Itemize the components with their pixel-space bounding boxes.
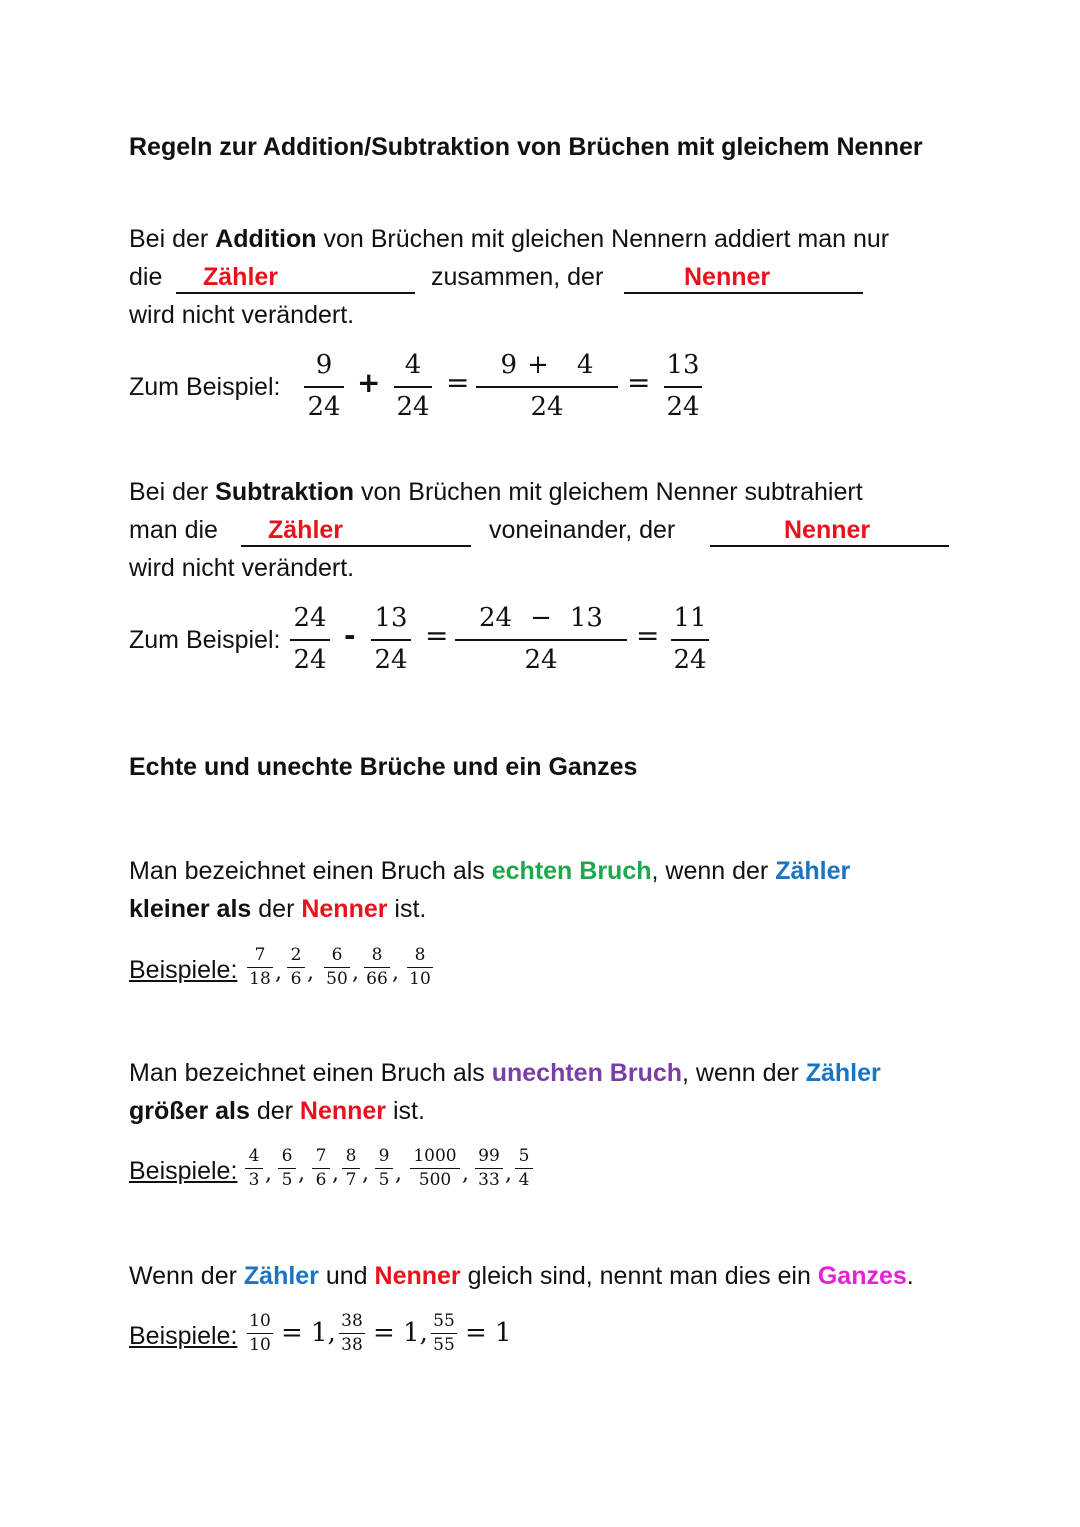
fraction-bar <box>476 386 618 388</box>
separator: , <box>352 960 359 985</box>
denominator: 6 <box>290 969 302 989</box>
denominator: 24 <box>673 645 707 675</box>
separator: , <box>395 1161 402 1186</box>
denominator: 55 <box>433 1335 455 1355</box>
numerator: 2 <box>290 945 302 965</box>
numerator: 9 <box>378 1146 390 1166</box>
term-zaehler: Zähler <box>775 857 851 885</box>
section-heading-addition-subtraction: Regeln zur Addition/Subtraktion von Brüchen mit gleichem Nenner <box>129 133 923 161</box>
numerator <box>476 348 618 382</box>
numerator: 24 <box>293 603 327 633</box>
subtraction-line-2-start: man die <box>129 516 218 544</box>
proper-line-1 <box>129 852 850 890</box>
fraction <box>431 1311 457 1355</box>
fraction <box>304 348 344 424</box>
fraction-bar <box>394 386 432 388</box>
fraction <box>245 1146 263 1190</box>
fraction <box>247 1311 273 1355</box>
equals-sign: = <box>627 366 651 399</box>
numerator: 13 <box>374 603 408 633</box>
fraction-bar <box>339 1333 365 1334</box>
section-heading-proper-improper: Echte und unechte Brüche und ein Ganzes <box>129 753 638 781</box>
denominator: 66 <box>366 969 388 989</box>
fraction-bar <box>371 639 411 641</box>
equals-sign: = <box>636 619 660 652</box>
text: von Brüchen mit gleichen Nennern addiert man nur <box>316 225 890 253</box>
fraction <box>364 945 390 989</box>
text: der <box>251 895 302 923</box>
fraction <box>312 1146 330 1190</box>
denominator: 24 <box>293 645 327 675</box>
addition-line-3: wird nicht verändert. <box>129 301 355 329</box>
fraction <box>664 348 702 424</box>
text: . <box>906 1262 914 1290</box>
improper-line-1 <box>129 1054 881 1092</box>
separator: , <box>362 1161 369 1186</box>
fraction-bar <box>375 1168 393 1169</box>
term: 24 <box>479 603 513 633</box>
examples-label: Beispiele: <box>129 956 238 984</box>
text: von Brüchen mit gleichem Nenner subtrahiert <box>354 478 863 506</box>
fraction-bar <box>410 1168 460 1169</box>
subtraction-blank-numerator <box>241 516 471 547</box>
numerator: 99 <box>478 1146 500 1166</box>
addition-line-2-mid: zusammen, der <box>431 263 604 291</box>
answer-nenner: Nenner <box>784 516 871 544</box>
separator: , <box>332 1161 339 1186</box>
fraction-bar <box>287 967 305 968</box>
fraction <box>394 348 432 424</box>
fraction-bar <box>515 1168 533 1169</box>
addition-line-1 <box>129 220 889 258</box>
numerator: 10 <box>249 1311 271 1331</box>
term-zaehler: Zähler <box>243 1262 319 1290</box>
numerator: 8 <box>345 1146 357 1166</box>
fraction <box>339 1311 365 1355</box>
term-zaehler: Zähler <box>805 1059 881 1087</box>
addition-blank-denominator <box>624 263 863 294</box>
fraction <box>475 1146 503 1190</box>
text: der <box>249 1097 300 1125</box>
answer-nenner: Nenner <box>684 263 771 291</box>
denominator: 3 <box>248 1170 260 1190</box>
numerator: 7 <box>254 945 266 965</box>
term: 13 <box>569 603 603 633</box>
numerator: 38 <box>341 1311 363 1331</box>
fraction <box>375 1146 393 1190</box>
fraction-bar <box>290 639 330 641</box>
fraction <box>247 945 273 989</box>
fraction-bar <box>312 1168 330 1169</box>
denominator: 24 <box>396 392 430 422</box>
fraction-bar <box>247 967 273 968</box>
term-nenner: Nenner <box>299 1097 387 1125</box>
plus-sign: + <box>527 350 549 380</box>
term-nenner: Nenner <box>374 1262 461 1290</box>
text: Man bezeichnet einen Bruch als <box>129 857 492 885</box>
numerator <box>455 601 627 635</box>
fraction-bar <box>475 1168 503 1169</box>
fraction-bar <box>247 1333 273 1334</box>
fraction <box>671 601 709 677</box>
numerator: 6 <box>281 1146 293 1166</box>
numerator: 5 <box>518 1146 530 1166</box>
equals-sign: = <box>425 619 449 652</box>
separator: , <box>298 1161 305 1186</box>
text: , wenn der <box>651 857 776 885</box>
text: Bei der <box>129 478 216 506</box>
denominator: 24 <box>530 392 564 422</box>
separator: , <box>307 960 314 985</box>
term: 4 <box>576 350 594 380</box>
addition-blank-numerator <box>176 263 415 294</box>
fraction-bar <box>364 967 390 968</box>
examples-label: Beispiele: <box>129 1157 238 1185</box>
term-unechter-bruch: unechten Bruch <box>491 1059 683 1087</box>
fraction-bar <box>671 639 709 641</box>
answer-zaehler: Zähler <box>203 263 279 291</box>
subtraction-line-3: wird nicht verändert. <box>129 554 355 582</box>
fraction-bar <box>342 1168 360 1169</box>
numerator: 6 <box>331 945 343 965</box>
numerator: 11 <box>673 603 707 633</box>
fraction-bar <box>407 967 433 968</box>
equals-one: = 1 <box>465 1318 512 1348</box>
text: , wenn der <box>682 1059 806 1087</box>
numerator: 8 <box>371 945 383 965</box>
fraction-bar <box>278 1168 296 1169</box>
examples-label: Beispiele: <box>129 1322 238 1350</box>
text-kleiner-als: kleiner als <box>129 895 252 923</box>
fraction <box>287 945 305 989</box>
denominator: 24 <box>307 392 341 422</box>
fraction-bar <box>324 967 350 968</box>
term-echter-bruch: echten Bruch <box>491 857 652 885</box>
proper-line-2 <box>129 890 426 928</box>
fraction <box>290 601 330 677</box>
keyword-addition: Addition <box>215 225 317 253</box>
subtraction-line-2-mid: voneinander, der <box>489 516 676 544</box>
denominator: 6 <box>315 1170 327 1190</box>
minus-sign: − <box>530 603 552 633</box>
fraction-bar <box>304 386 344 388</box>
numerator: 9 <box>315 350 333 380</box>
denominator: 4 <box>518 1170 530 1190</box>
separator: , <box>265 1161 272 1186</box>
separator: , <box>275 960 282 985</box>
text-groesser-als: größer als <box>129 1097 250 1125</box>
equals-one: = 1, <box>281 1318 336 1348</box>
fraction <box>476 348 618 424</box>
keyword-subtraction: Subtraktion <box>215 478 355 506</box>
answer-zaehler: Zähler <box>268 516 344 544</box>
denominator: 7 <box>345 1170 357 1190</box>
term: 9 <box>500 350 518 380</box>
denominator: 24 <box>524 645 558 675</box>
denominator: 38 <box>341 1335 363 1355</box>
denominator: 50 <box>326 969 348 989</box>
denominator: 33 <box>478 1170 500 1190</box>
numerator: 8 <box>414 945 426 965</box>
text: Wenn der <box>129 1262 244 1290</box>
text: ist. <box>387 895 427 923</box>
fraction <box>342 1146 360 1190</box>
addition-line-2-start: die <box>129 263 163 291</box>
text: ist. <box>386 1097 425 1125</box>
term-nenner: Nenner <box>301 895 388 923</box>
fraction <box>371 601 411 677</box>
numerator: 1000 <box>413 1146 457 1166</box>
fraction <box>324 945 350 989</box>
text: Bei der <box>129 225 216 253</box>
equals-one: = 1, <box>373 1318 428 1348</box>
fraction-bar <box>431 1333 457 1334</box>
example-label: Zum Beispiel: <box>129 626 281 654</box>
fraction <box>410 1146 460 1190</box>
denominator: 500 <box>418 1170 452 1190</box>
equals-sign: = <box>446 366 470 399</box>
text: und <box>318 1262 375 1290</box>
plus-sign: + <box>357 366 381 399</box>
denominator: 5 <box>378 1170 390 1190</box>
separator: , <box>505 1161 512 1186</box>
whole-line-1 <box>129 1257 914 1295</box>
separator: , <box>392 960 399 985</box>
term-ganzes: Ganzes <box>817 1262 907 1290</box>
fraction-bar <box>245 1168 263 1169</box>
subtraction-line-1 <box>129 473 863 511</box>
denominator: 24 <box>374 645 408 675</box>
denominator: 18 <box>249 969 271 989</box>
subtraction-blank-denominator <box>710 516 949 547</box>
fraction <box>455 601 627 677</box>
example-label: Zum Beispiel: <box>129 373 281 401</box>
denominator: 24 <box>666 392 700 422</box>
numerator: 13 <box>666 350 700 380</box>
text: gleich sind, nennt man dies ein <box>460 1262 818 1290</box>
text: Man bezeichnet einen Bruch als <box>129 1059 492 1087</box>
fraction <box>407 945 433 989</box>
separator: , <box>462 1161 469 1186</box>
numerator: 4 <box>248 1146 260 1166</box>
fraction-bar <box>455 639 627 641</box>
minus-sign: - <box>344 619 356 652</box>
fraction <box>278 1146 296 1190</box>
numerator: 7 <box>315 1146 327 1166</box>
fraction-bar <box>664 386 702 388</box>
fraction <box>515 1146 533 1190</box>
denominator: 10 <box>409 969 431 989</box>
denominator: 10 <box>249 1335 271 1355</box>
improper-line-2 <box>129 1092 425 1130</box>
numerator: 55 <box>433 1311 455 1331</box>
numerator: 4 <box>404 350 422 380</box>
denominator: 5 <box>281 1170 293 1190</box>
